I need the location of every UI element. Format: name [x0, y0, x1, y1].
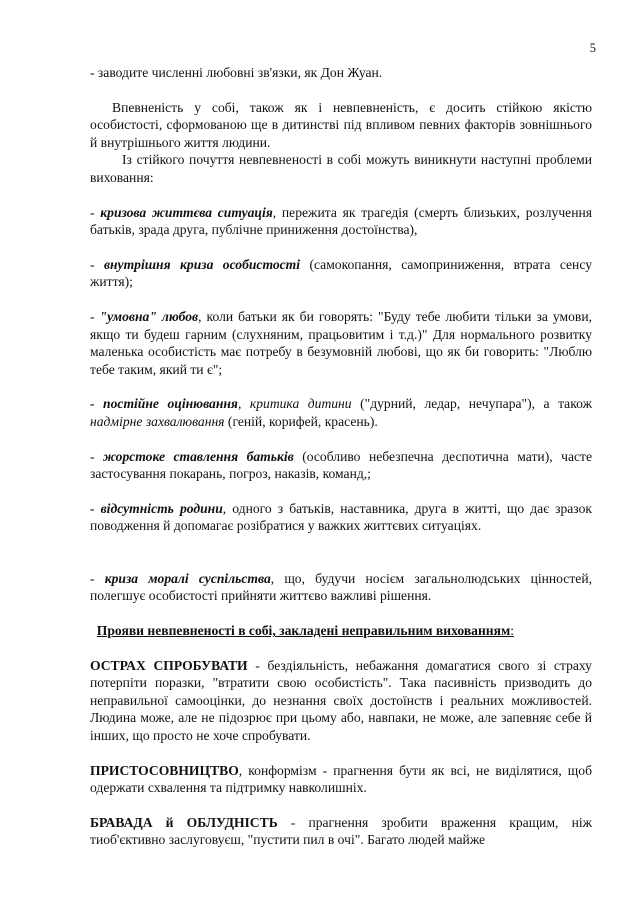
item-term: внутрішня криза особистості: [103, 256, 301, 272]
section-heading-colon: :: [510, 623, 515, 639]
page-number: 5: [589, 41, 596, 55]
item-cruel-parents: [90, 448, 592, 483]
paragraph-upbringing-problems: Із стійкого почуття невпевненості в собі можуть виникнути наступні проблеми виховання:: [90, 152, 592, 185]
term-title: БРАВАДА й ОБЛУДНІСТЬ: [90, 814, 278, 830]
item-text: , одного з батьків, наставника, друга в житті, що дає зразок поводження й допомагає розібратися у важких життєвих ситуаціях.: [90, 500, 592, 534]
item-crisis-situation: [90, 204, 592, 239]
term-title: ПРИСТОСОВНИЦТВО: [90, 762, 239, 778]
page-content: [90, 64, 592, 849]
item-comma: ,: [272, 204, 277, 220]
item-no-family: [90, 500, 592, 535]
term-text: - бездіяльність, небажання домагатися свого зі страху потерпіти поразки, "втратити свою особистість". Така пасивність призводить до неправильної самооцінки, до незнання своїх достоїнств і реальних можливостей. Людина може, але не підозрює при цьому або, навпаки, не може, але запевняє себе й інших, що просто не хоче спробувати.: [90, 657, 592, 744]
term-fear-to-try: [90, 657, 592, 745]
spacer: [90, 378, 592, 395]
item-term: "умовна" любов: [99, 308, 199, 324]
item-conditional-love: [90, 308, 592, 378]
paragraph-don-juan: - заводите численні любовні зв'язки, як Дон Жуан.: [90, 65, 383, 80]
spacer: [90, 605, 592, 622]
item-text: пережита як трагедія (смерть близьких, розлучення батьків, зрада друга, публічне приниження достоїнства),: [90, 204, 592, 238]
spacer: [90, 483, 592, 500]
item-prefix: -: [90, 448, 104, 464]
item-text: (самокопання, самоприниження, втрата сенсу життя);: [90, 256, 592, 290]
spacer: [90, 82, 592, 99]
item-term: - постійне оцінювання: [90, 396, 238, 412]
item-text: , що, будучи носієм загальнолюдських цінностей, полегшує особистості прийняти життєво важливі рішення.: [90, 570, 592, 604]
term-title: ОСТРАХ СПРОБУВАТИ: [90, 657, 248, 673]
item-text: , коли батьки як би говорять: "Буду тебе любити тільки за умови, якщо ти будеш гарним (слухняним, працьовитим і т.д.)" Для нормального розвитку маленька особистість має потребу в безумовній любові, що як би говорить: "Люблю тебе таким, який ти є";: [90, 308, 592, 377]
spacer: [90, 640, 592, 657]
spacer: [90, 431, 592, 448]
spacer: [90, 535, 592, 570]
item-inner-crisis: [90, 256, 592, 291]
term-text: , конформізм - прагнення бути як всі, не виділятися, щоб одержати схвалення та підтримку навколишніх.: [90, 762, 592, 796]
spacer: [90, 239, 592, 256]
item-term: жорстоке ставлення батьків: [103, 448, 294, 464]
spacer: [90, 291, 592, 308]
item-term: криза моралі суспільства: [104, 570, 271, 586]
section-heading-text: Прояви невпевненості в собі, закладені неправильним вихованням: [96, 623, 511, 639]
section-heading: [90, 622, 592, 640]
item-moral-crisis: [90, 570, 592, 605]
item-constant-evaluation: [90, 395, 592, 430]
item-text-end: (геній, корифей, красень).: [224, 413, 378, 429]
item-prefix: -: [90, 308, 100, 324]
paragraph-self-confidence: Впевненість у собі, також як і невпевненість, є досить стійкою якістю особистості, сформованою ще в дитинстві під впливом певних факторів зовнішнього й внутрішнього життя людини.: [90, 99, 592, 150]
spacer: [90, 187, 592, 204]
spacer: [90, 797, 592, 814]
item-prefix: -: [90, 256, 104, 272]
item-term-secondary: , критика дитини: [237, 396, 352, 412]
term-text: - прагнення зробити враження кращим, ніж тиоб'єктивно заслуговуєш, "пустити пил в очі". Багато людей майже: [90, 814, 593, 848]
item-text: (особливо небезпечна деспотична мати), часте застосування покарань, погроз, наказів, команд,;: [90, 448, 592, 482]
item-prefix: -: [90, 570, 105, 586]
item-term-tertiary: надмірне захвалювання: [90, 413, 225, 429]
term-bravado: [90, 814, 592, 849]
item-term: - відсутність родини: [90, 500, 223, 516]
item-prefix: -: [90, 204, 101, 220]
term-conformism: [90, 762, 592, 797]
spacer: [90, 745, 592, 762]
item-term: кризова життєва ситуація: [100, 204, 273, 220]
item-text: ("дурний, ледар, нечупара"), а також: [351, 396, 592, 412]
